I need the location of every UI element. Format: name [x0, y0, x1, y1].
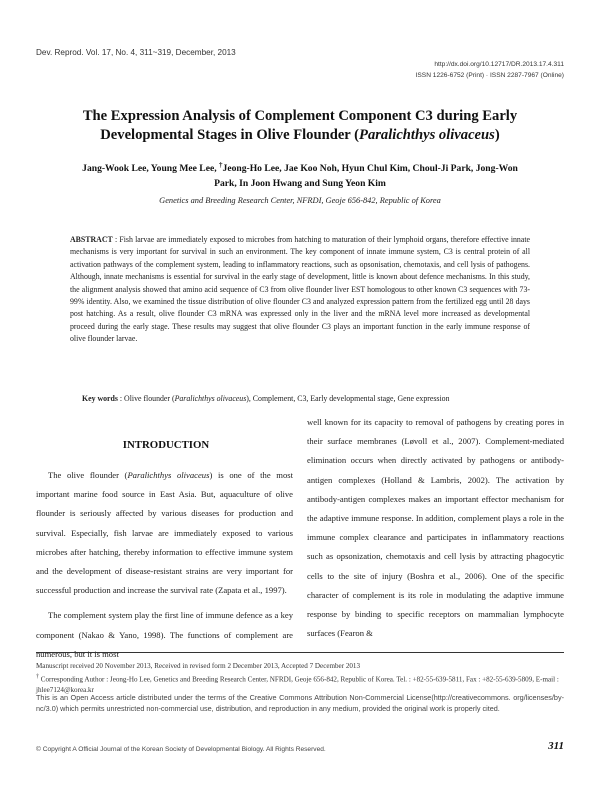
doi-block — [416, 59, 564, 81]
keywords — [82, 394, 450, 403]
title-species: Paralichthys olivaceus — [359, 127, 495, 143]
copyright-line: © Copyright A Official Journal of the Korean Society of Developmental Biology. All Rights Reserved. — [36, 746, 326, 753]
corresponding-dagger: † — [219, 161, 223, 169]
p1-species: Paralichthys olivaceus — [127, 470, 210, 480]
intro-paragraph-2: The complement system play the first line of immune defence as a key component (Nakao & Yano, 1998). The functions of complement are numerous, but it is most — [36, 610, 293, 659]
p1-text-a: The olive flounder ( — [48, 470, 128, 480]
page-number: 311 — [548, 740, 564, 752]
open-access-notice: This is an Open Access article distributed under the terms of the Creative Commons Attribution Non-Commercial License(http://creativecommons. org/licenses/by-nc/3.0) which permits unrestricted non-commercial use, distribution, and reproduction in any medium, provided the original work is properly cited. — [36, 693, 564, 713]
corr-dagger: † — [36, 674, 39, 680]
keywords-post: ), Complement, C3, Early developmental stage, Gene expression — [246, 394, 450, 403]
corr-text: Corresponding Author : Jeong-Ho Lee, Genetics and Breeding Research Center, NFRDI, Geoje 656-842, Republic of Korea. Tel. : +82-55-639-5811, Fax : +82-55-639-5809, E-mail : jhlee7124@korea.kr — [36, 675, 559, 695]
column-right — [307, 413, 564, 643]
abstract — [70, 234, 530, 346]
title-prefix: The Expression Analysis of Complement Component C3 during Early Developmental Stages in Olive Flounder ( — [82, 108, 518, 143]
abstract-text: : Fish larvae are immediately exposed to microbes from hatching to maturation of their lymphoid organs, therefore effective innate mechanisms is very important for survival in such an environment. The key component of innate immune system, C3 is central protein of all activation pathways of the complement system, leading to inflammatory reactions, such as opsonisation, chemotaxis, and cell lysis of pathogens. Although, innate mechanisms is essential for survival in the early stage of development, little is known about defence mechanisms. In this study, the alignment analysis showed that amino acid sequence of C3 from olive flounder liver EST homologous to other known C3 sequences with 73-99% identity. Also, we examined the tissue distribution of olive flounder C3 and analyzed expression pattern from the fertilized egg until 28 days post hatching. As a result, olive flounder C3 mRNA was expressed only in the liver and the mRNA level more increased as developmental proceed during the early stage. These results may suggest that olive flounder C3 plays an important function in the early immune response of olive flounder larvae. — [70, 235, 530, 344]
author-list — [70, 158, 530, 191]
manuscript-dates: Manuscript received 20 November 2013, Received in revised form 2 December 2013, Accepted 7 December 2013 — [36, 662, 361, 670]
doi-link[interactable]: http://dx.doi.org/10.12717/DR.2013.17.4.311 — [434, 61, 564, 68]
intro-paragraph-continued: well known for its capacity to removal of pathogens by creating pores in their surface membranes (Løvoll et al., 2007). Complement-mediated elimination occurs when directly activated by pathogens or antibody-antigen complexes (Holland & Lambris, 2002). The activation by antibody-antigen complexes makes an important effector mechanism for the adaptive immune response. In addition, complement plays a role in the immune complex clearance and participates in inflammatory reactions such as opsonization, chemotaxis and cell lysis by attracting phagocytic cells to the site of injury (Boshra et al., 2006). One of the specific character of complement is its role in modulating the adaptive immune response by binding to specific receptors on mammalian lymphocyte surfaces (Fearon & — [307, 417, 564, 639]
authors-first: Jang-Wook Lee, Young Mee Lee, — [82, 163, 220, 175]
article-title — [60, 107, 540, 145]
title-suffix: ) — [494, 127, 500, 143]
column-left — [36, 466, 293, 664]
keywords-species: Paralichthys olivaceus — [174, 394, 247, 403]
p1-text-b: ) is one of the most important marine food source in East Asia. But, aquaculture of olive flounder is seriously affected by various diseases for production and survival. Especially, fish larvae are immediately exposed to various microbes after hatching, thereby information to effective immune system and the development of disease-resistant strains are very important for successful production and increase the survival rate (Zapata et al., 1997). — [36, 470, 293, 596]
authors-rest: Jeong-Ho Lee, Jae Koo Noh, Hyun Chul Kim, Choul-Ji Park, Jong-Won Park, In Joon Hwang and Sung Yeon Kim — [214, 163, 518, 190]
keywords-pre: : Olive flounder ( — [117, 394, 175, 403]
affiliation: Genetics and Breeding Research Center, NFRDI, Geoje 656-842, Republic of Korea — [159, 196, 441, 205]
keywords-label: Key words — [82, 394, 118, 403]
intro-paragraph-1 — [36, 466, 293, 600]
abstract-label: ABSTRACT — [70, 235, 113, 244]
footnote-divider — [36, 652, 564, 653]
issn-line: ISSN 1226-6752 (Print) · ISSN 2287-7967 (Online) — [415, 72, 564, 79]
journal-citation: Dev. Reprod. Vol. 17, No. 4, 311~319, December, 2013 — [36, 48, 236, 57]
section-heading-introduction: INTRODUCTION — [122, 439, 210, 451]
